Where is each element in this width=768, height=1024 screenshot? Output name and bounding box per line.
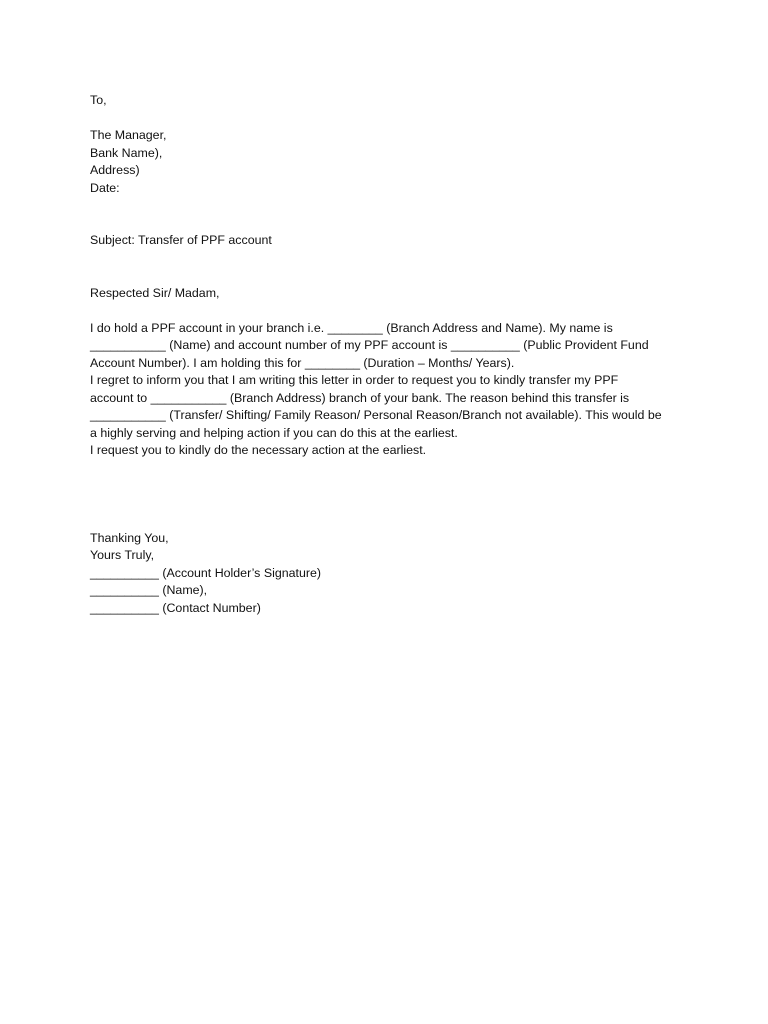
spacer [90,460,690,530]
letter-document [90,92,690,617]
recipient-block [90,127,690,197]
body-line: I do hold a PPF account in your branch i.e. ________ (Branch Address and Name). My name is [90,320,613,335]
closing-block [90,530,690,618]
contact-line: __________ (Contact Number) [90,600,261,615]
greeting-line: Respected Sir/ Madam, [90,285,220,300]
spacer [90,197,690,232]
body-line: ___________ (Name) and account number of my PPF account is __________ (Public Provident Fund [90,338,649,352]
letter-body [90,320,690,460]
subject-line: Subject: Transfer of PPF account [90,233,272,247]
signature-line: __________ (Account Holder’s Signature) [90,565,321,580]
recipient-line: The Manager, [90,128,167,142]
body-line: ___________ (Transfer/ Shifting/ Family Reason/ Personal Reason/Branch not available). This would be [90,408,662,422]
body-line: I request you to kindly do the necessary action at the earliest. [90,443,427,457]
recipient-line: Address) [90,163,140,177]
spacer [90,110,690,128]
body-line: account to ___________ (Branch Address) branch of your bank. The reason behind this transfer is [90,390,630,405]
salutation-to: To, [90,93,107,107]
name-line: __________ (Name), [90,583,208,597]
closing-line: Yours Truly, [90,548,155,562]
closing-line: Thanking You, [90,530,169,545]
body-line: I regret to inform you that I am writing this letter in order to request you to kindly transfer my PPF [90,373,619,387]
body-line: Account Number). I am holding this for ________ (Duration – Months/ Years). [90,355,515,370]
recipient-line: Bank Name), [90,145,163,160]
date-line: Date: [90,180,120,195]
spacer [90,250,690,285]
spacer [90,302,690,320]
body-line: a highly serving and helping action if you can do this at the earliest. [90,425,458,440]
